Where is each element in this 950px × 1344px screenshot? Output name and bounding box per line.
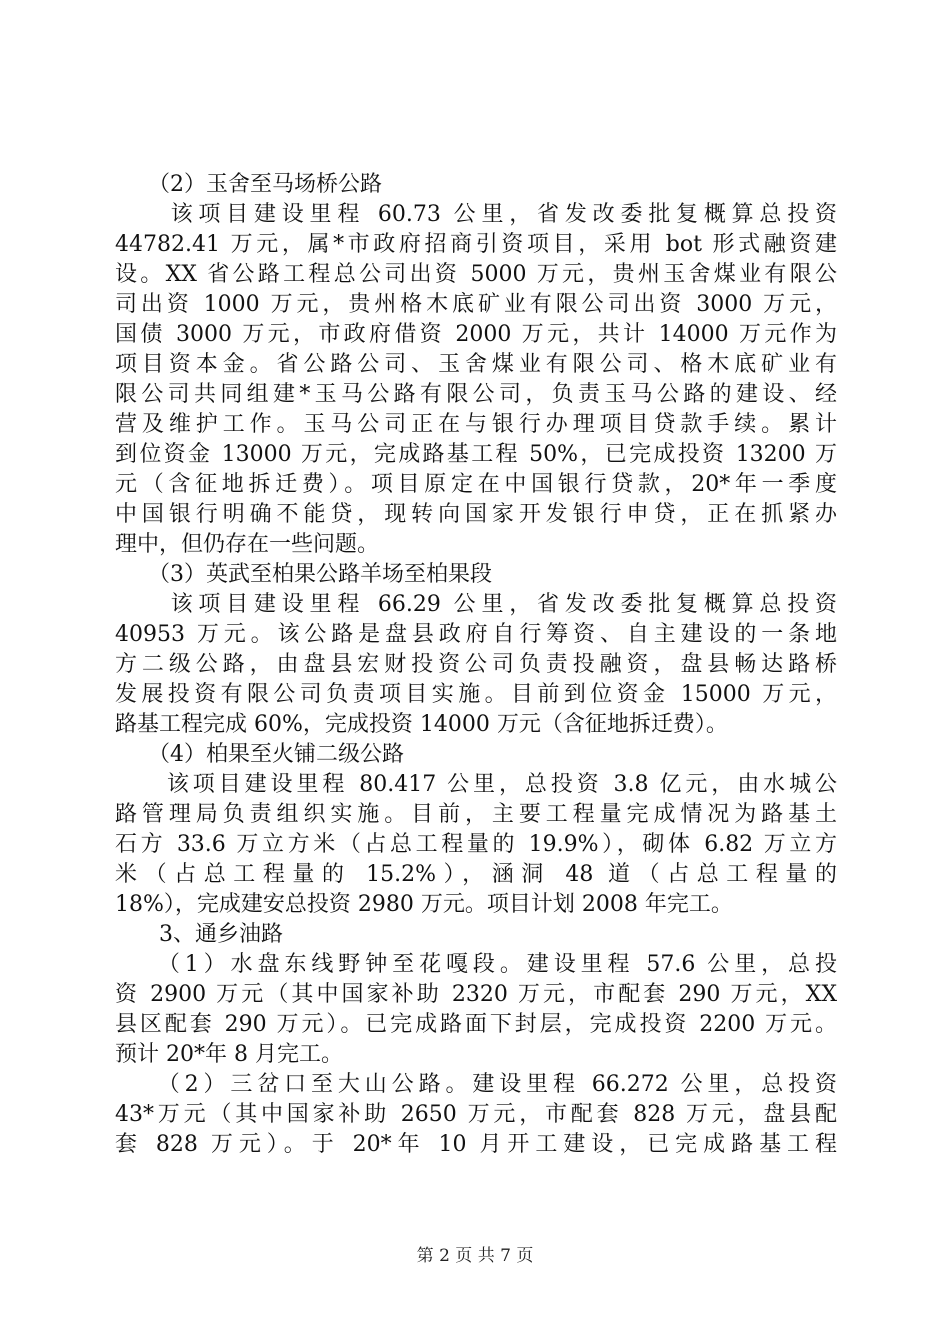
text-line: 43*万元（其中国家补助 2650 万元，市配套 828 万元，盘县配 xyxy=(115,1102,837,1127)
text-line: 该项目建设里程 80.417 公里，总投资 3.8 亿元，由水城公 xyxy=(115,772,837,797)
text-line: 司出资 1000 万元，贵州格木底矿业有限公司出资 3000 万元， xyxy=(115,292,837,317)
text-line: （3）英武至柏果公路羊场至柏果段 xyxy=(115,562,492,587)
text-line: （2）三岔口至大山公路。建设里程 66.272 公里，总投资 xyxy=(115,1072,837,1097)
text-line: 40953 万元。该公路是盘县政府自行筹资、自主建设的一条地 xyxy=(115,622,837,647)
text-line: 项目资本金。省公路公司、玉舍煤业有限公司、格木底矿业有 xyxy=(115,352,837,377)
text-line: 资 2900 万元（其中国家补助 2320 万元，市配套 290 万元，XX xyxy=(115,982,837,1007)
text-line: 44782.41 万元，属*市政府招商引资项目，采用 bot 形式融资建 xyxy=(115,232,837,257)
text-line: 石方 33.6 万立方米（占总工程量的 19.9%），砌体 6.82 万立方 xyxy=(115,832,837,857)
text-line: 到位资金 13000 万元，完成路基工程 50%，已完成投资 13200 万 xyxy=(115,442,837,467)
text-line: 中国银行明确不能贷，现转向国家开发银行申贷，正在抓紧办 xyxy=(115,502,837,527)
text-line: 3、通乡油路 xyxy=(115,922,283,947)
text-line: 路基工程完成 60%，完成投资 14000 万元（含征地拆迁费）。 xyxy=(115,712,728,737)
text-line: 方二级公路，由盘县宏财投资公司负责投融资，盘县畅达路桥 xyxy=(115,652,837,677)
text-line: 元（含征地拆迁费）。项目原定在中国银行贷款，20*年一季度 xyxy=(115,472,837,497)
text-line: 国债 3000 万元，市政府借资 2000 万元，共计 14000 万元作为 xyxy=(115,322,837,347)
text-line: 限公司共同组建*玉马公路有限公司，负责玉马公路的建设、经 xyxy=(115,382,837,407)
text-line: （4）柏果至火铺二级公路 xyxy=(115,742,404,767)
text-line: 理中，但仍存在一些问题。 xyxy=(115,532,380,557)
text-line: 套 828 万元）。于 20*年 10 月开工建设，已完成路基工程 xyxy=(115,1132,837,1157)
text-line: 该项目建设里程 60.73 公里，省发改委批复概算总投资 xyxy=(115,202,837,227)
text-line: 该项目建设里程 66.29 公里，省发改委批复概算总投资 xyxy=(115,592,837,617)
text-line: 营及维护工作。玉马公司正在与银行办理项目贷款手续。累计 xyxy=(115,412,837,437)
text-line: （1）水盘东线野钟至花嘎段。建设里程 57.6 公里，总投 xyxy=(115,952,837,977)
page-footer: 第 2 页 共 7 页 xyxy=(416,1246,534,1266)
text-line: 发展投资有限公司负责项目实施。目前到位资金 15000 万元， xyxy=(115,682,837,707)
text-line: 路管理局负责组织实施。目前，主要工程量完成情况为路基土 xyxy=(115,802,837,827)
text-line: 米（占总工程量的 15.2%），涵洞 48 道（占总工程量的 xyxy=(115,862,837,887)
document-body xyxy=(115,170,837,1160)
text-line: 预计 20*年 8 月完工。 xyxy=(115,1042,343,1067)
text-line: 县区配套 290 万元）。已完成路面下封层，完成投资 2200 万元。 xyxy=(115,1012,837,1037)
text-line: （2）玉舍至马场桥公路 xyxy=(115,172,382,197)
text-line: 18%），完成建安总投资 2980 万元。项目计划 2008 年完工。 xyxy=(115,892,733,917)
text-line: 设。XX 省公路工程总公司出资 5000 万元，贵州玉舍煤业有限公 xyxy=(115,262,837,287)
